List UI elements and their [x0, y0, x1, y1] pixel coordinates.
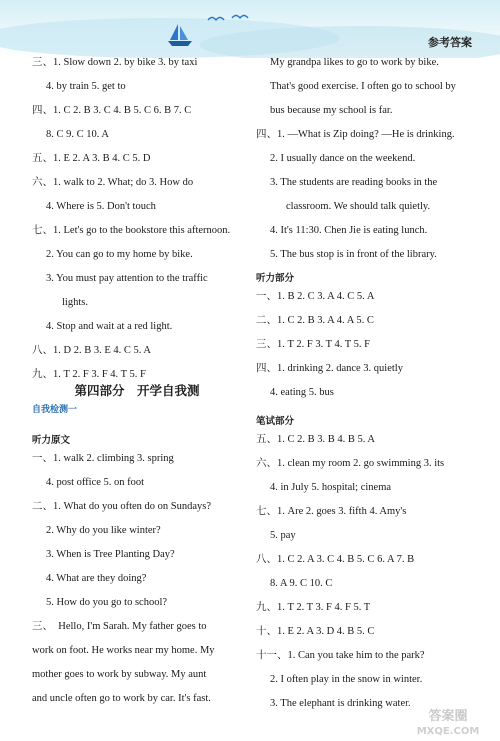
answer-line: lights.: [62, 297, 88, 308]
answer-line: 4. Where is 5. Don't touch: [46, 201, 156, 212]
answer-line: 2. You can go to my home by bike.: [46, 249, 193, 260]
answer-line: That's good exercise. I often go to school by: [270, 81, 456, 92]
answer-line: 五、1. C 2. B 3. B 4. B 5. A: [256, 434, 376, 445]
sailboat-icon: [166, 22, 194, 48]
header-banner: [0, 0, 500, 58]
part-heading: 第四部分 开学自我测: [74, 383, 200, 398]
answer-line: 四、1. drinking 2. dance 3. quietly: [256, 363, 403, 374]
answer-line: 3. When is Tree Planting Day?: [46, 549, 175, 560]
answer-line: 3. The students are reading books in the: [270, 177, 438, 188]
answer-line: 七、1. Are 2. goes 3. fifth 4. Amy's: [256, 506, 407, 517]
birds-icon: [206, 12, 256, 28]
watermark-url: MXQE.COM: [416, 726, 480, 737]
answer-line: 六、1. walk to 2. What; do 3. How do: [32, 177, 194, 188]
section-title: 自我检测一: [32, 405, 78, 415]
answer-line: 3. The elephant is drinking water.: [270, 698, 411, 709]
answer-line: classroom. We should talk quietly.: [286, 201, 431, 212]
answer-line: 2. I usually dance on the weekend.: [270, 153, 416, 164]
answer-line: 六、1. clean my room 2. go swimming 3. its: [256, 458, 445, 469]
listening-text-heading: 听力原文: [32, 435, 71, 446]
answer-line: 九、1. T 2. F 3. F 4. T 5. F: [32, 369, 146, 380]
answer-line: 九、1. T 2. T 3. F 4. F 5. T: [256, 602, 371, 613]
answer-line: 5. How do you go to school?: [46, 597, 168, 608]
answer-line: 十、1. E 2. A 3. D 4. B 5. C: [256, 626, 375, 637]
answer-line: 三、1. Slow down 2. by bike 3. by taxi: [32, 57, 198, 68]
answer-line: 8. C 9. C 10. A: [46, 129, 110, 140]
answer-line: 八、1. D 2. B 3. E 4. C 5. A: [32, 345, 152, 356]
answer-line: mother goes to work by subway. My aunt: [32, 669, 207, 680]
answer-line: 二、1. What do you often do on Sundays?: [32, 501, 212, 512]
answer-line: 五、1. E 2. A 3. B 4. C 5. D: [32, 153, 151, 164]
answer-line: 十一、1. Can you take him to the park?: [256, 650, 425, 661]
answer-line: 4. Stop and wait at a red light.: [46, 321, 173, 332]
answer-line: 4. post office 5. on foot: [46, 477, 145, 488]
answer-line: 一、1. B 2. C 3. A 4. C 5. A: [256, 291, 375, 302]
answer-line: 三、 Hello, I'm Sarah. My father goes to: [32, 621, 207, 632]
answer-line: 4. What are they doing?: [46, 573, 147, 584]
answer-line: 3. You must pay attention to the traffic: [46, 273, 208, 284]
answer-line: bus because my school is far.: [270, 105, 393, 116]
answer-line: 4. It's 11:30. Chen Jie is eating lunch.: [270, 225, 428, 236]
watermark-logo: [400, 704, 496, 738]
answer-line: 4. in July 5. hospital; cinema: [270, 482, 392, 493]
answer-line: 2. I often play in the snow in winter.: [270, 674, 423, 685]
answer-line: 七、1. Let's go to the bookstore this afternoon.: [32, 225, 231, 236]
answer-line: 四、1. —What is Zip doing? —He is drinking.: [256, 129, 455, 140]
answer-line: 4. eating 5. bus: [270, 387, 334, 398]
answer-line: work on foot. He works near my home. My: [32, 645, 215, 656]
answer-line: My grandpa likes to go to work by bike.: [270, 57, 439, 68]
header-title: 参考答案: [428, 36, 472, 49]
answer-line: 四、1. C 2. B 3. C 4. B 5. C 6. B 7. C: [32, 105, 192, 116]
answer-line: 三、1. T 2. F 3. T 4. T 5. F: [256, 339, 370, 350]
written-heading: 笔试部分: [256, 416, 295, 427]
answer-line: and uncle often go to work by car. It's fast.: [32, 693, 211, 704]
answer-line: 二、1. C 2. B 3. A 4. A 5. C: [256, 315, 374, 326]
listening-heading: 听力部分: [256, 273, 295, 284]
watermark-text: 答案圈: [428, 709, 468, 724]
answer-line: 八、1. C 2. A 3. C 4. B 5. C 6. A 7. B: [256, 554, 415, 565]
answer-line: 8. A 9. C 10. C: [270, 578, 333, 589]
answer-line: 4. by train 5. get to: [46, 81, 126, 92]
answer-line: 一、1. walk 2. climbing 3. spring: [32, 453, 174, 464]
answer-line: 5. The bus stop is in front of the library.: [270, 249, 437, 260]
answer-line: 2. Why do you like winter?: [46, 525, 161, 536]
answer-line: 5. pay: [270, 530, 296, 541]
